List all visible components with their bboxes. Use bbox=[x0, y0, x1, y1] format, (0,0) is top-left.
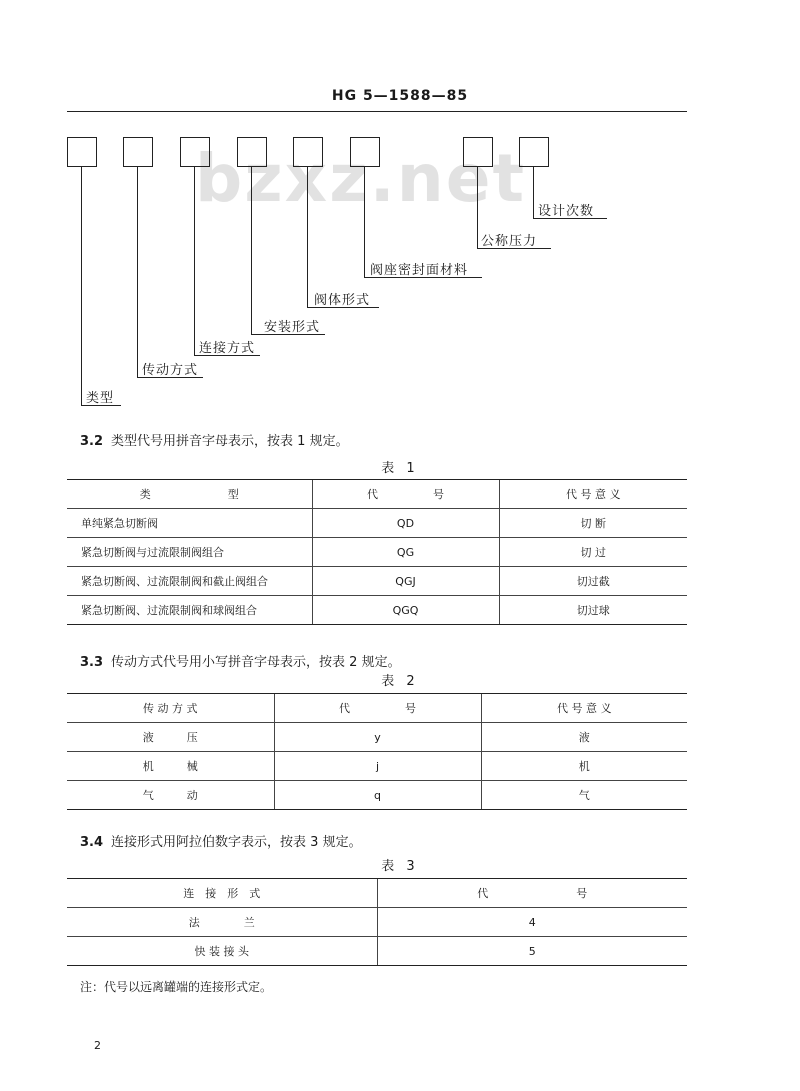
label-installation-form: 安装形式 bbox=[264, 320, 321, 335]
label-design-revision: 设计次数 bbox=[538, 204, 595, 219]
table-cell: 液 压 bbox=[67, 723, 274, 752]
leader-line-1 bbox=[81, 167, 82, 405]
table-cell: 切过球 bbox=[499, 596, 687, 625]
watermark: bzxz.net bbox=[195, 140, 527, 217]
table-1 bbox=[67, 479, 687, 625]
table-cell: 快 装 接 头 bbox=[67, 937, 377, 966]
section-number: 3.4 bbox=[80, 835, 104, 850]
label-body-form: 阀体形式 bbox=[314, 293, 371, 308]
table-cell: 单纯紧急切断阀 bbox=[67, 509, 312, 538]
section-text: 传动方式代号用小写拼音字母表示，按表 2 规定。 bbox=[111, 655, 401, 670]
table-row bbox=[67, 781, 687, 810]
table-row bbox=[67, 937, 687, 966]
label-drive-mode: 传动方式 bbox=[142, 363, 199, 378]
table-row bbox=[67, 538, 687, 567]
table-row bbox=[67, 509, 687, 538]
code-box-5 bbox=[293, 137, 323, 167]
table-1-caption: 表 1 bbox=[381, 461, 419, 476]
table-2 bbox=[67, 693, 687, 810]
code-box-6 bbox=[350, 137, 380, 167]
section-number: 3.2 bbox=[80, 434, 104, 449]
table-row bbox=[67, 752, 687, 781]
table-cell: 紧急切断阀、过流限制阀和截止阀组合 bbox=[67, 567, 312, 596]
table-cell: 5 bbox=[377, 937, 687, 966]
table-cell: 机 械 bbox=[67, 752, 274, 781]
table-3 bbox=[67, 878, 687, 966]
table-header-cell: 传 动 方 式 bbox=[67, 694, 274, 723]
table-cell: 气 bbox=[481, 781, 687, 810]
table-cell: 液 bbox=[481, 723, 687, 752]
leader-line-8 bbox=[533, 167, 534, 218]
table-cell: 法 兰 bbox=[67, 908, 377, 937]
section-3-3 bbox=[80, 651, 401, 670]
leader-line-2 bbox=[137, 167, 138, 377]
label-type: 类型 bbox=[86, 391, 115, 406]
code-box-7 bbox=[463, 137, 493, 167]
table-cell: 切 过 bbox=[499, 538, 687, 567]
table-row bbox=[67, 567, 687, 596]
table-cell: 气 动 bbox=[67, 781, 274, 810]
table-row bbox=[67, 908, 687, 937]
table-note: 注：代号以远离罐端的连接形式定。 bbox=[80, 980, 273, 994]
code-structure-diagram bbox=[0, 0, 800, 420]
section-text: 类型代号用拼音字母表示，按表 1 规定。 bbox=[111, 434, 349, 449]
label-nominal-pressure: 公称压力 bbox=[481, 234, 538, 249]
leader-line-6 bbox=[364, 167, 365, 277]
table-header-row bbox=[67, 879, 687, 908]
label-connection-mode: 连接方式 bbox=[199, 341, 256, 356]
leader-line-7 bbox=[477, 167, 478, 248]
table-header-cell: 代 号 bbox=[312, 480, 499, 509]
code-box-8 bbox=[519, 137, 549, 167]
section-number: 3.3 bbox=[80, 655, 104, 670]
table-header-cell: 连 接 形 式 bbox=[67, 879, 377, 908]
table-cell: 机 bbox=[481, 752, 687, 781]
table-cell: y bbox=[274, 723, 481, 752]
table-cell: 4 bbox=[377, 908, 687, 937]
table-header-cell: 代 号 意 义 bbox=[499, 480, 687, 509]
table-cell: j bbox=[274, 752, 481, 781]
table-3-caption: 表 3 bbox=[381, 859, 419, 874]
table-cell: 紧急切断阀、过流限制阀和球阀组合 bbox=[67, 596, 312, 625]
table-cell: q bbox=[274, 781, 481, 810]
table-cell: QGQ bbox=[312, 596, 499, 625]
table-header-cell: 类 型 bbox=[67, 480, 312, 509]
leader-line-5 bbox=[307, 167, 308, 307]
table-cell: 切 断 bbox=[499, 509, 687, 538]
table-cell: QG bbox=[312, 538, 499, 567]
table-header-cell: 代 号 bbox=[377, 879, 687, 908]
table-2-caption: 表 2 bbox=[381, 674, 419, 689]
table-header-cell: 代 号 意 义 bbox=[481, 694, 687, 723]
code-box-1 bbox=[67, 137, 97, 167]
table-cell: 切过截 bbox=[499, 567, 687, 596]
table-row bbox=[67, 596, 687, 625]
table-cell: 紧急切断阀与过流限制阀组合 bbox=[67, 538, 312, 567]
section-text: 连接形式用阿拉伯数字表示，按表 3 规定。 bbox=[111, 835, 362, 850]
label-seat-seal-material: 阀座密封面材料 bbox=[370, 263, 469, 278]
table-header-cell: 代 号 bbox=[274, 694, 481, 723]
table-cell: QGJ bbox=[312, 567, 499, 596]
code-box-3 bbox=[180, 137, 210, 167]
code-box-4 bbox=[237, 137, 267, 167]
section-3-2 bbox=[80, 430, 349, 449]
code-box-2 bbox=[123, 137, 153, 167]
table-row bbox=[67, 723, 687, 752]
standard-code: HG 5—1588—85 bbox=[331, 88, 469, 104]
table-cell: QD bbox=[312, 509, 499, 538]
leader-line-3 bbox=[194, 167, 195, 355]
table-header-row bbox=[67, 480, 687, 509]
page-number: 2 bbox=[94, 1039, 101, 1052]
section-3-4 bbox=[80, 831, 362, 850]
leader-line-4 bbox=[251, 167, 252, 334]
table-header-row bbox=[67, 694, 687, 723]
